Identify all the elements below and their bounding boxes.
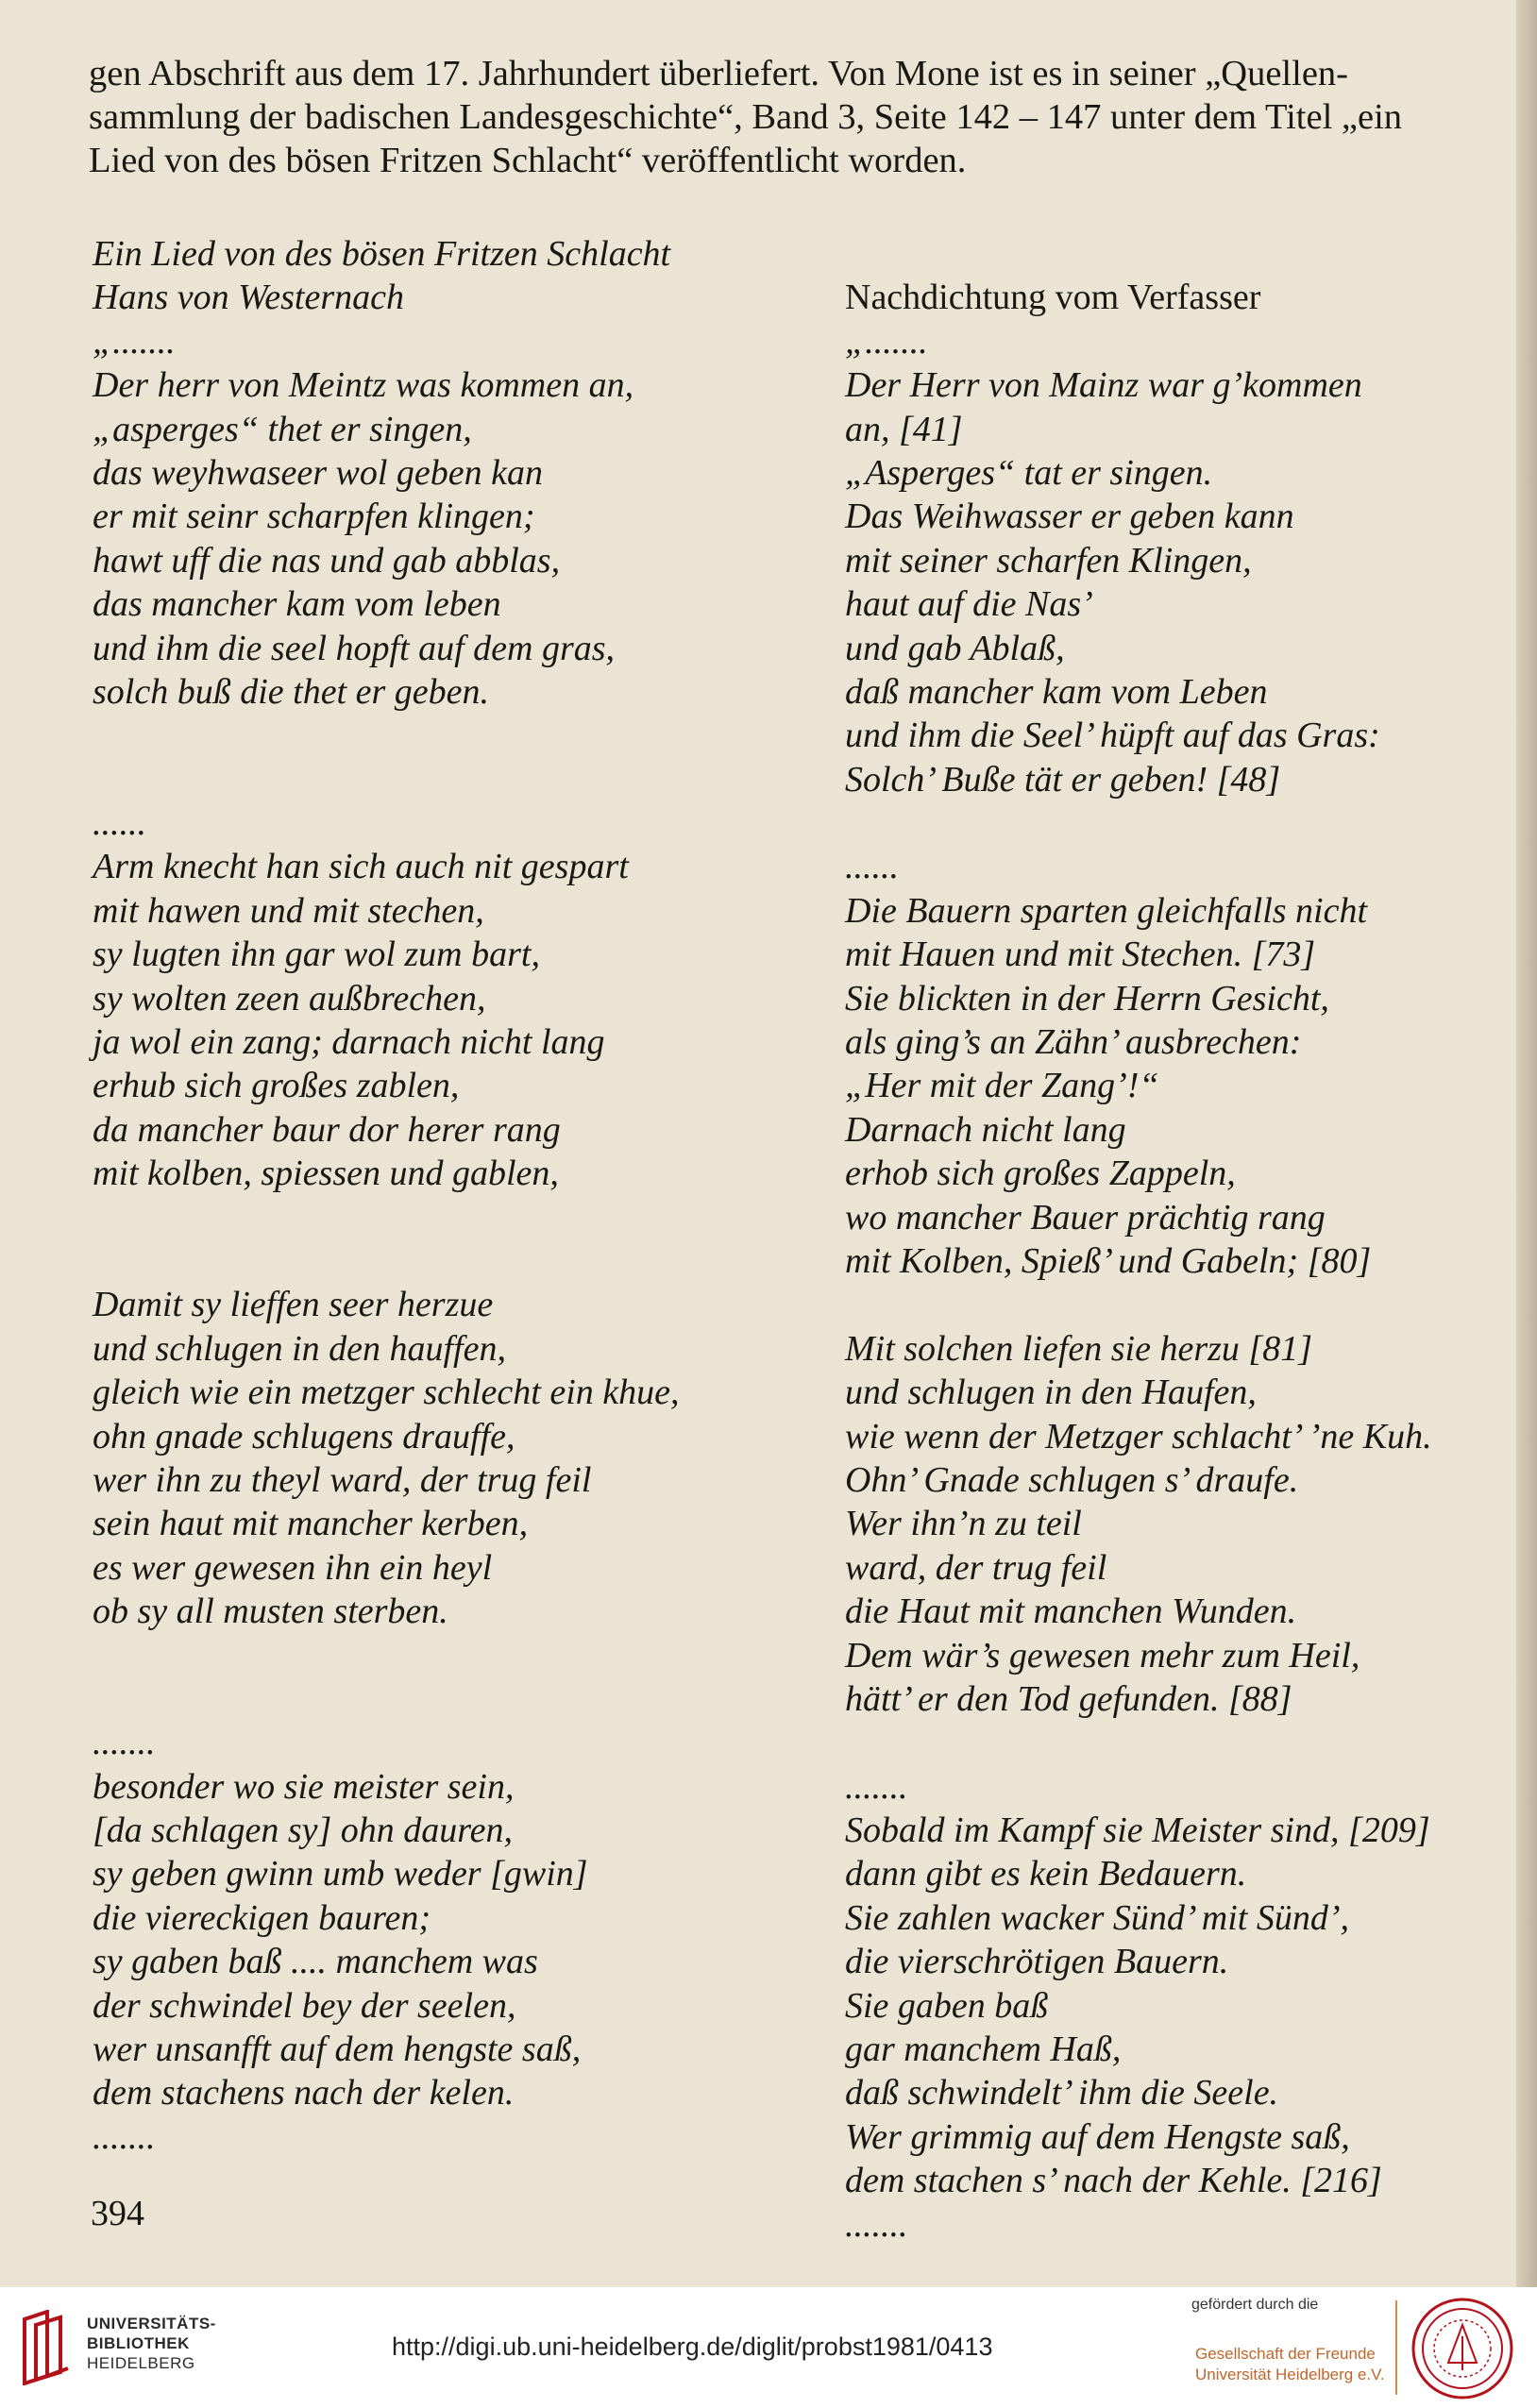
verse-line: gar manchem Haß, bbox=[845, 2029, 1122, 2070]
verse-line: sy lugten ihn gar wol zum bart, bbox=[93, 935, 540, 975]
verse-line: gleich wie ein metzger schlecht ein khue, bbox=[93, 1372, 680, 1413]
verse-line: solch buß die thet er geben. bbox=[93, 671, 490, 712]
verse-line: „Her mit der Zang’!“ bbox=[845, 1066, 1159, 1106]
verse-line: das mancher kam vom leben bbox=[93, 584, 501, 625]
verse-line: ....... bbox=[845, 2204, 908, 2245]
verse-line: dem stachens nach der kelen. bbox=[93, 2073, 515, 2113]
verse-line: Dem wär’s gewesen mehr zum Heil, bbox=[845, 1635, 1360, 1675]
verse-line: Mit solchen liefen sie herzu [81] bbox=[845, 1328, 1312, 1369]
verse-line: Ohn’ Gnade schlugen s’ draufe. bbox=[845, 1459, 1299, 1500]
verse-line: Wer ihn’n zu teil bbox=[845, 1504, 1082, 1544]
verse-line: Nachdichtung vom Verfasser bbox=[845, 278, 1261, 318]
verse-line bbox=[93, 758, 810, 801]
intro-line: sammlung der badischen Landesgeschichte“, Band 3, Seite 142 – 147 unter dem Titel „ein bbox=[89, 97, 1403, 137]
verse-line: mit Hauen und mit Stechen. [73] bbox=[845, 935, 1316, 975]
verse-line: mit kolben, spiessen und gablen, bbox=[93, 1153, 559, 1194]
verse-line: die vierschrötigen Bauern. bbox=[845, 1942, 1229, 1982]
verse-line: Sie blickten in der Herrn Gesicht, bbox=[845, 978, 1329, 1019]
verse-line: erhub sich großes zablen, bbox=[93, 1066, 460, 1106]
verse-line: und gab Ablaß, bbox=[845, 628, 1065, 668]
verse-line: Die Bauern sparten gleichfalls nicht bbox=[845, 890, 1368, 931]
verse-line: er mit seinr scharpfen klingen; bbox=[93, 497, 535, 537]
verse-line: ob sy all musten sterben. bbox=[93, 1591, 448, 1632]
verse-line: Sie gaben baß bbox=[845, 1985, 1049, 2026]
sponsor-name bbox=[1195, 2344, 1385, 2385]
library-name bbox=[87, 2314, 216, 2373]
verse-line: Das Weihwasser er geben kann bbox=[845, 497, 1294, 537]
verse-line bbox=[93, 1677, 810, 1721]
verse-line: Arm knecht han sich auch nit gespart bbox=[93, 847, 629, 887]
translation-column bbox=[845, 232, 1506, 2247]
verse-line: hawt uff die nas und gab abblas, bbox=[93, 540, 561, 581]
page-edge bbox=[1516, 0, 1537, 2287]
verse-line: als ging’s an Zähn’ ausbrechen: bbox=[845, 1022, 1302, 1063]
verse-line: „Asperges“ tat er singen. bbox=[845, 452, 1213, 493]
verse-line: dann gibt es kein Bedauern. bbox=[845, 1854, 1247, 1894]
verse-line: sein haut mit mancher kerben, bbox=[93, 1504, 529, 1544]
verse-line: Wer grimmig auf dem Hengste saß, bbox=[845, 2116, 1350, 2157]
verse-line: das weyhwaseer wol geben kan bbox=[93, 452, 544, 493]
verse-line: mit hawen und mit stechen, bbox=[93, 890, 484, 931]
verse-line: Der Herr von Mainz war g’kommen bbox=[845, 365, 1362, 406]
verse-line: Hans von Westernach bbox=[93, 278, 404, 318]
university-seal-icon bbox=[1410, 2297, 1514, 2400]
verse-line: ....... bbox=[845, 1766, 908, 1807]
page-number: 394 bbox=[91, 2194, 144, 2233]
verse-line: und ihm die seel hopft auf dem gras, bbox=[93, 628, 616, 668]
verse-line: sy gaben baß .... manchem was bbox=[93, 1942, 538, 1982]
intro-line: gen Abschrift aus dem 17. Jahrhundert überliefert. Von Mone ist es in seiner „Quellen- bbox=[89, 54, 1348, 93]
intro-line: Lied von des bösen Fritzen Schlacht“ veröffentlicht worden. bbox=[89, 141, 967, 180]
verse-line: besonder wo sie meister sein, bbox=[93, 1766, 515, 1807]
verse-line: die viereckigen bauren; bbox=[93, 1897, 431, 1938]
library-name-line: HEIDELBERG bbox=[87, 2354, 195, 2372]
verse-line: mit Kolben, Spieß’ und Gabeln; [80] bbox=[845, 1240, 1372, 1281]
intro-paragraph bbox=[89, 52, 1505, 182]
verse-line: Ein Lied von des bösen Fritzen Schlacht bbox=[93, 234, 671, 274]
verse-line: ja wol ein zang; darnach nicht lang bbox=[93, 1022, 605, 1063]
verse-line bbox=[845, 1283, 1506, 1326]
verse-line: die Haut mit manchen Wunden. bbox=[845, 1591, 1297, 1632]
sponsor-name-line: Gesellschaft der Freunde bbox=[1195, 2345, 1376, 2363]
verse-line bbox=[93, 1196, 810, 1239]
verse-line: daß schwindelt’ ihm die Seele. bbox=[845, 2073, 1279, 2113]
verse-line: ...... bbox=[845, 847, 899, 887]
library-name-line: UNIVERSITÄTS- bbox=[87, 2315, 216, 2332]
sponsor-label: gefördert durch die bbox=[1191, 2297, 1319, 2313]
verse-line: „....... bbox=[845, 321, 928, 362]
verse-line: und ihm die Seel’ hüpft auf das Gras: bbox=[845, 716, 1380, 756]
permalink-url[interactable]: http://digi.ub.uni-heidelberg.de/diglit/probst1981/0413 bbox=[392, 2332, 993, 2361]
verse-line: und schlugen in den Haufen, bbox=[845, 1372, 1257, 1413]
verse-line: da mancher baur dor herer rang bbox=[93, 1109, 561, 1150]
verse-line: und schlugen in den hauffen, bbox=[93, 1328, 506, 1369]
verse-line: ohn gnade schlugens drauffe, bbox=[93, 1416, 515, 1457]
verse-line: wie wenn der Metzger schlacht’ ’ne Kuh. bbox=[845, 1416, 1432, 1457]
verse-line: ....... bbox=[93, 2116, 156, 2157]
verse-line: wer unsanfft auf dem hengste saß, bbox=[93, 2029, 582, 2070]
verse-line: Solch’ Buße tät er geben! [48] bbox=[845, 759, 1281, 800]
verse-line: [da schlagen sy] ohn dauren, bbox=[93, 1810, 514, 1851]
verse-line: es wer gewesen ihn ein heyl bbox=[93, 1547, 493, 1588]
verse-line: an, [41] bbox=[845, 409, 963, 449]
verse-line bbox=[845, 1721, 1506, 1764]
library-name-line: BIBLIOTHEK bbox=[87, 2334, 190, 2352]
verse-line bbox=[845, 232, 1506, 276]
verse-line: ward, der trug feil bbox=[845, 1547, 1107, 1588]
verse-line: „asperges“ thet er singen, bbox=[93, 409, 472, 449]
verse-line: haut auf die Nas’ bbox=[845, 584, 1093, 625]
library-logo-icon bbox=[19, 2310, 72, 2385]
verse-line: erhob sich großes Zappeln, bbox=[845, 1153, 1236, 1194]
digitization-footer bbox=[0, 2287, 1537, 2408]
verse-line: „....... bbox=[93, 321, 176, 362]
verse-line bbox=[93, 1239, 810, 1283]
verse-line: wo mancher Bauer prächtig rang bbox=[845, 1197, 1326, 1238]
verse-line bbox=[845, 801, 1506, 845]
verse-line: ....... bbox=[93, 1723, 156, 1763]
verse-line: Darnach nicht lang bbox=[845, 1109, 1126, 1150]
sponsor-name-line: Universität Heidelberg e.V. bbox=[1195, 2366, 1385, 2383]
verse-line: Der herr von Meintz was kommen an, bbox=[93, 365, 634, 406]
verse-line: Sobald im Kampf sie Meister sind, [209] bbox=[845, 1810, 1430, 1851]
verse-line: mit seiner scharfen Klingen, bbox=[845, 540, 1252, 581]
verse-line: der schwindel bey der seelen, bbox=[93, 1985, 516, 2026]
verse-line: dem stachen s’ nach der Kehle. [216] bbox=[845, 2161, 1382, 2201]
verse-line: Sie zahlen wacker Sünd’ mit Sünd’, bbox=[845, 1897, 1350, 1938]
divider bbox=[1395, 2300, 1397, 2395]
original-poem-column bbox=[93, 232, 810, 2159]
verse-line: sy wolten zeen außbrechen, bbox=[93, 978, 486, 1019]
verse-line: hätt’ er den Tod gefunden. [88] bbox=[845, 1678, 1292, 1719]
verse-line: daß mancher kam vom Leben bbox=[845, 671, 1268, 712]
verse-line: Damit sy lieffen seer herzue bbox=[93, 1285, 494, 1325]
verse-line: ...... bbox=[93, 803, 146, 844]
verse-line: sy geben gwinn umb weder [gwin] bbox=[93, 1854, 588, 1894]
verse-line bbox=[93, 1634, 810, 1677]
verse-line bbox=[93, 714, 810, 757]
verse-line: wer ihn zu theyl ward, der trug feil bbox=[93, 1459, 592, 1500]
